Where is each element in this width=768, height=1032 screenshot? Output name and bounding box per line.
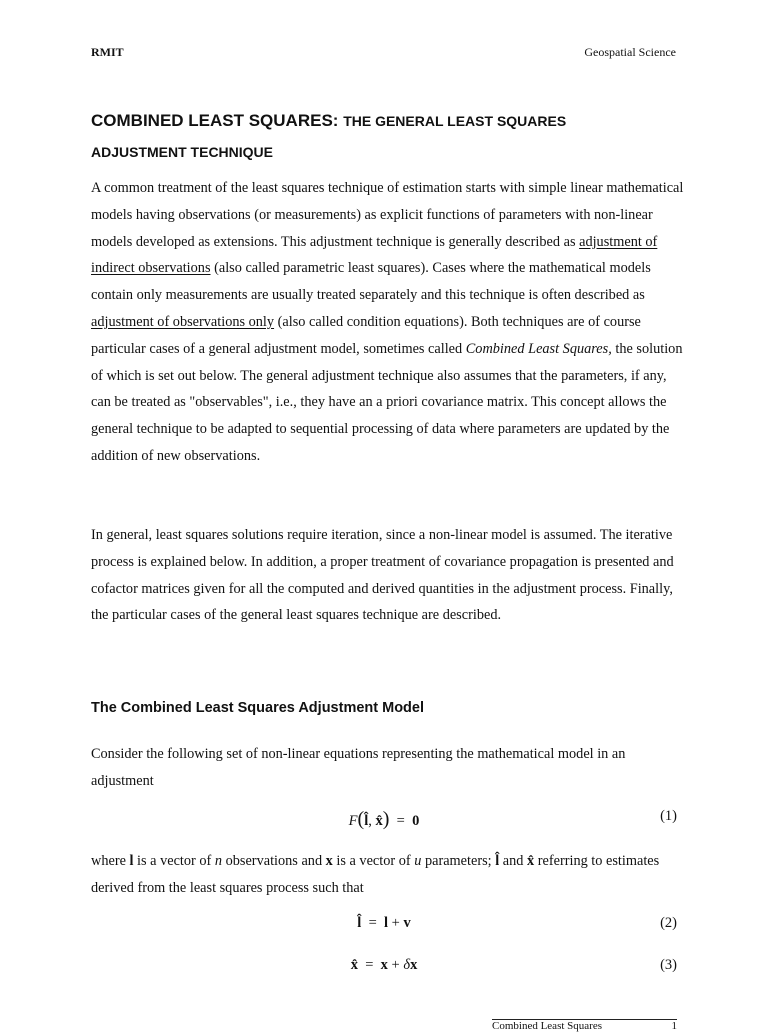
document-title: [91, 106, 691, 168]
definition-paragraph: [91, 848, 687, 902]
section-heading: The Combined Least Squares Adjustment Model: [91, 700, 425, 716]
equation-3-number: (3): [660, 957, 677, 973]
para4-t7: referring to estimates derived from the least squares process such that: [91, 853, 660, 896]
footer-text: Combined Least Squares: [492, 1020, 602, 1032]
symbol-x: x: [325, 853, 333, 869]
italic-combined-least-squares: Combined Least Squares,: [465, 340, 612, 357]
equation-1-expression: F(l̂, x̂) = 0: [348, 808, 420, 830]
symbol-l-hat: l̂: [495, 853, 500, 869]
equation-2-number: (2): [660, 915, 677, 931]
equation-1-number: (1): [660, 808, 677, 824]
para1-text-3: (also called condition equations). Both techniques are of course particular cases of a general adjustment model, sometimes called: [91, 313, 641, 357]
title-part-1: COMBINED LEAST SQUARES:: [91, 111, 344, 130]
para4-t6: and: [499, 853, 527, 869]
iteration-paragraph: In general, least squares solutions require iteration, since a non-linear model is assumed. The iterative process is explained below. In addition, a proper treatment of covariance propagation is presented and cofactor matrices given for all the computed and derived quantities in the adjustment process. Finally, the particular cases of the general least squares technique are described.: [91, 527, 674, 624]
para4-t5: parameters;: [421, 853, 496, 869]
para4-t3: observations and: [222, 853, 326, 869]
para1-text-1: A common treatment of the least squares technique of estimation starts with simple linear mathematical models having observations (or measurements) as explicit functions of parameters with non-linear models developed as extensions. This adjustment technique is generally described as: [91, 180, 684, 250]
equation-2: [0, 915, 768, 941]
model-paragraph: Consider the following set of non-linear equations representing the mathematical model in an adjustment: [91, 746, 626, 789]
underline-observations-only: adjustment of observations only: [91, 313, 275, 330]
page-number: 1: [671, 1020, 677, 1032]
header-right: Geospatial Science: [584, 45, 676, 59]
symbol-u: u: [414, 853, 422, 869]
symbol-x-hat: x̂: [527, 853, 535, 869]
title-line-2: ADJUSTMENT TECHNIQUE: [91, 144, 274, 160]
symbol-l: l: [129, 853, 134, 869]
equation-1: [0, 808, 768, 834]
intro-paragraph: [91, 175, 687, 470]
equation-2-expression: l̂ = l + v: [357, 915, 411, 931]
header-left: RMIT: [91, 45, 124, 59]
para4-t1: where: [91, 853, 130, 869]
para4-t2: is a vector of: [133, 853, 215, 869]
title-part-2: THE GENERAL LEAST SQUARES: [343, 113, 567, 129]
para1-text-2: (also called parametric least squares). Cases where the mathematical models contain only measurements are usually treated separately and this technique is often described as: [91, 260, 651, 304]
para1-text-4: the solution of which is set out below. The general adjustment technique also assumes that the parameters, if any, can be treated as "observables", i.e., they have an a priori covariance matrix. This concept allows the general technique to be adapted to sequential processing of data where parameters are updated by the addition of new observations.: [91, 340, 683, 464]
footer: [492, 1020, 677, 1032]
para4-t4: is a vector of: [332, 853, 415, 869]
underline-indirect-observations: adjustment of indirect observations: [91, 233, 658, 277]
equation-3: [0, 957, 768, 983]
symbol-n: n: [214, 853, 223, 869]
equation-3-expression: x̂ = x + δx: [350, 957, 418, 973]
